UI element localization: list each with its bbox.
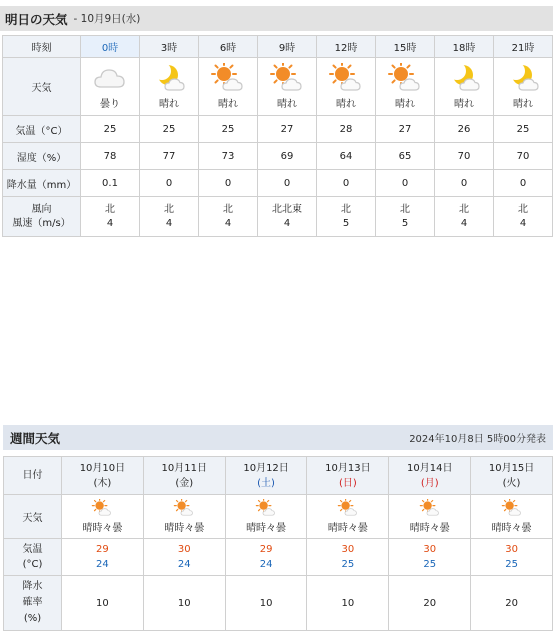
rain-prob-cell: 10 [143,576,225,631]
day-of-week: (木) [93,477,112,489]
high-temp: 29 [259,544,273,555]
time-row [3,36,553,58]
weekly-temp-cell [471,539,553,576]
high-temp: 30 [505,544,518,555]
weather-text: 晴時々曇 [246,523,287,534]
wind-cell [494,197,553,237]
weather-text: 晴れ [454,99,474,110]
day-date: 10月13日 [325,462,371,474]
temp-cell: 25 [140,116,199,143]
time-cell: 18時 [435,36,494,58]
low-temp: 25 [505,559,518,570]
weather-text: 晴れ [159,99,179,110]
weekly-weather-cell [62,495,144,539]
weekly-weather-label: 天気 [4,495,62,539]
day-date: 10月10日 [79,462,126,474]
date-label: 日付 [4,457,62,495]
precip-cell: 0 [317,170,376,197]
weekly-weather-cell [307,495,389,539]
moon-cloud-icon [435,63,493,93]
humidity-cell: 73 [199,143,258,170]
day-of-week: (土) [257,477,275,489]
rain-label-line1: 降水 [22,581,43,592]
time-cell: 12時 [317,36,376,58]
date-cell [225,457,307,495]
humidity-cell: 70 [494,143,553,170]
tomorrow-date: - 10月9日(水) [73,13,141,25]
temp-cell: 25 [494,116,553,143]
weekly-header [3,425,553,450]
sun-cloud-icon [307,499,388,517]
weekly-weather-row [4,495,553,539]
wind-cell [317,197,376,237]
wind-cell [199,197,258,237]
wind-label [3,197,81,237]
wind-row [3,197,553,237]
wind-speed: 4 [224,217,232,229]
weekly-temp-cell [62,539,144,576]
wind-speed: 4 [106,217,114,229]
day-date: 10月15日 [488,462,535,474]
weather-text: 晴れ [277,99,297,110]
rain-label-line3: (%) [23,613,42,624]
weather-text: 晴時々曇 [409,523,450,534]
wind-speed: 5 [342,217,350,229]
humidity-cell: 69 [258,143,317,170]
rain-prob-cell: 20 [471,576,553,631]
high-temp: 30 [423,544,437,555]
weather-cell [435,58,494,116]
temp-cell: 26 [435,116,494,143]
humidity-cell: 70 [435,143,494,170]
date-cell [62,457,144,495]
temp-cell: 27 [376,116,435,143]
temp-label: 気温（°C） [3,116,81,143]
weekly-temp-cell [389,539,471,576]
wind-speed: 4 [165,217,173,229]
humidity-cell: 78 [81,143,140,170]
wind-dir: 北 [459,203,469,215]
rain-prob-cell: 10 [307,576,389,631]
weather-text: 晴時々曇 [82,523,123,534]
weekly-weather-cell [389,495,471,539]
wind-cell [140,197,199,237]
precip-cell: 0.1 [81,170,140,197]
weather-cell [81,58,140,116]
precip-label: 降水量（mm） [3,170,81,197]
wind-speed: 4 [460,217,468,229]
sun-cloud-icon [144,499,225,517]
humidity-label: 湿度（%） [3,143,81,170]
low-temp: 25 [341,559,355,570]
sun-cloud-icon [226,499,307,517]
moon-cloud-icon [494,63,552,93]
time-cell: 21時 [494,36,553,58]
rain-prob-cell: 20 [389,576,471,631]
sun-cloud-icon [376,63,434,93]
weekly-temp-row [4,539,553,576]
high-temp: 30 [341,544,355,555]
weather-text: 晴れ [395,99,415,110]
day-of-week: (日) [338,477,357,489]
temp-label-line2: (°C) [22,559,43,570]
precip-cell: 0 [258,170,317,197]
tomorrow-title: 明日の天気 [5,11,68,27]
weather-text: 晴れ [513,99,533,110]
temp-cell: 25 [81,116,140,143]
sun-cloud-icon [199,63,257,93]
temp-label-line1: 気温 [22,544,43,555]
weekly-weather-cell [225,495,307,539]
time-cell: 3時 [140,36,199,58]
humidity-cell: 64 [317,143,376,170]
tomorrow-header [0,6,553,31]
weather-text: 晴時々曇 [327,523,368,534]
wind-dir: 北 [400,203,410,215]
wind-cell [435,197,494,237]
weather-text: 晴れ [218,99,238,110]
weekly-forecast-table [3,456,553,631]
weekly-weather-cell [143,495,225,539]
sun-cloud-icon [62,499,143,517]
date-row [4,457,553,495]
low-temp: 24 [259,559,273,570]
date-cell [143,457,225,495]
rain-prob-cell: 10 [225,576,307,631]
weekly-weather-cell [471,495,553,539]
temp-cell: 25 [199,116,258,143]
day-of-week: (金) [175,477,194,489]
weather-cell [494,58,553,116]
low-temp: 25 [423,559,437,570]
precip-cell: 0 [140,170,199,197]
wind-dir: 北 [341,203,351,215]
wind-dir: 北 [518,203,528,215]
precip-cell: 0 [376,170,435,197]
rain-prob-cell: 10 [62,576,144,631]
weekly-temp-label [4,539,62,576]
sun-cloud-icon [317,63,375,93]
day-of-week: (月) [420,477,439,489]
weather-row [3,58,553,116]
wind-dir: 北 [105,203,115,215]
humidity-row [3,143,553,170]
high-temp: 30 [177,544,191,555]
date-cell [471,457,553,495]
precip-row [3,170,553,197]
low-temp: 24 [177,559,191,570]
time-cell: 0時 [81,36,140,58]
temp-cell: 27 [258,116,317,143]
rain-prob-label [4,576,62,631]
rain-label-line2: 確率 [22,597,43,608]
wind-speed: 5 [401,217,409,229]
date-cell [389,457,471,495]
weather-text: 晴れ [336,99,356,110]
weekly-temp-cell [307,539,389,576]
low-temp: 24 [96,559,109,570]
weekly-temp-cell [143,539,225,576]
weather-text: 曇り [100,99,120,110]
hourly-forecast-table [2,35,553,237]
weather-cell [258,58,317,116]
humidity-cell: 77 [140,143,199,170]
wind-dir: 北 [223,203,233,215]
sun-cloud-icon [389,499,470,517]
sun-cloud-icon [258,63,316,93]
high-temp: 29 [96,544,109,555]
precip-cell: 0 [494,170,553,197]
weather-text: 晴時々曇 [164,523,205,534]
time-label: 時刻 [3,36,81,58]
wind-dir: 北北東 [272,203,302,215]
day-date: 10月12日 [243,462,289,474]
time-cell: 6時 [199,36,258,58]
temp-cell: 28 [317,116,376,143]
weather-label: 天気 [3,58,81,116]
day-date: 10月11日 [161,462,207,474]
day-of-week: (火) [502,477,521,489]
weather-cell [140,58,199,116]
wind-dir-label: 風向 [31,203,52,215]
weekly-issued: 2024年10月8日 5時00分発表 [409,434,546,445]
wind-speed: 4 [283,217,291,229]
weather-cell [199,58,258,116]
weather-text: 晴時々曇 [491,523,532,534]
time-cell: 15時 [376,36,435,58]
date-cell [307,457,389,495]
precip-cell: 0 [199,170,258,197]
weekly-title: 週間天気 [10,430,61,446]
humidity-cell: 65 [376,143,435,170]
weekly-temp-cell [225,539,307,576]
day-date: 10月14日 [407,462,453,474]
rain-prob-row [4,576,553,631]
wind-cell [258,197,317,237]
wind-speed: 4 [519,217,527,229]
cloudy-icon [81,63,139,93]
moon-cloud-icon [140,63,198,93]
weather-cell [317,58,376,116]
precip-cell: 0 [435,170,494,197]
wind-speed-label: 風速（m/s） [12,217,71,229]
wind-cell [81,197,140,237]
wind-dir: 北 [164,203,174,215]
wind-cell [376,197,435,237]
sun-cloud-icon [471,499,552,517]
time-cell: 9時 [258,36,317,58]
weather-cell [376,58,435,116]
temp-row [3,116,553,143]
